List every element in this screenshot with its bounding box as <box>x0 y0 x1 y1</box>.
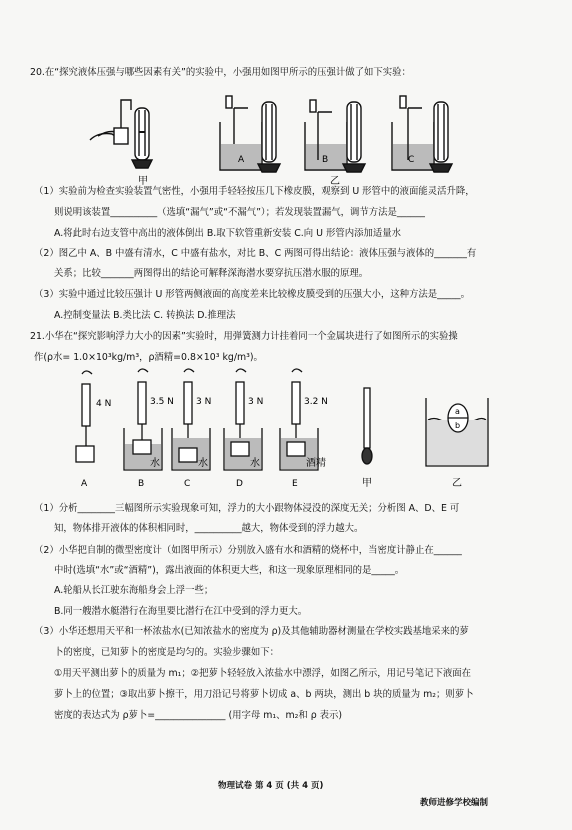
q21-p3-line1: （3）小华还想用天平和一杯浓盐水(已知浓盐水的密度为 ρ)及其他辅助器材测量在学校实践基地采来的萝 <box>34 626 469 637</box>
q20-p1-line2: 则说明该装置__________（选填“漏气”或“不漏气”）；若发现装置漏气，调节方法是______ <box>54 207 425 218</box>
pressure-gauge-jia <box>90 100 152 168</box>
label-jia: 甲 <box>138 176 148 187</box>
spring-scale-A <box>76 371 94 462</box>
letter-A: A <box>81 479 88 489</box>
liquid-B: 水 <box>150 458 160 469</box>
reading-B: 3.5 N <box>150 397 174 407</box>
reading-E: 3.2 N <box>304 397 328 407</box>
q21-p3-line2: 卜的密度，已知萝卜的密度是均匀的。实验步骤如下： <box>54 647 280 658</box>
q20-stem: 20.在“探究液体压强与哪些因素有关”的实验中，小强用如图甲所示的压强计做了如下实验： <box>30 67 411 78</box>
q21-p2-option-b: B.同一艘潜水艇潜行在海里要比潜行在江中受到的浮力更大。 <box>54 606 308 617</box>
label-21-jia: 甲 <box>362 478 372 489</box>
q20-p2-line1: （2）图乙中 A、B 中盛有清水，C 中盛有盐水，对比 B、C 两图可得出结论：液体压强与液体的_______有 <box>34 248 477 259</box>
q21-stem-line2: 作(ρ水= 1.0×10³kg/m³，ρ酒精=0.8×10³ kg/m³)。 <box>34 352 263 363</box>
reading-C: 3 N <box>196 397 212 407</box>
apparatus-C <box>392 96 452 172</box>
spring-scale-D <box>224 369 262 470</box>
letter-C: C <box>184 479 191 489</box>
spring-scale-C <box>172 369 210 470</box>
label-b: b <box>455 421 461 430</box>
liquid-D: 水 <box>250 458 260 469</box>
label-C: C <box>408 155 415 165</box>
footer-publisher: 教师进修学校编制 <box>420 798 489 808</box>
q21-p2-line1: （2）小华把自制的微型密度计（如图甲所示）分别放入盛有水和酒精的烧杯中，当密度计静止在______ <box>34 545 462 556</box>
q21-p2-option-a: A.轮船从长江驶东海船身会上浮一些； <box>54 585 214 596</box>
q21-p1-line2: 知，物体排开液体的体积相同时，__________越大，物体受到的浮力越大。 <box>54 523 364 534</box>
letter-E: E <box>292 479 298 489</box>
label-B: B <box>322 155 329 165</box>
apparatus-B <box>305 100 365 172</box>
liquid-E: 酒精 <box>306 458 326 469</box>
q21-p3-line5: 密度的表达式为 ρ萝卜=_______________ (用字母 m₁、m₂和 ρ 表示) <box>54 710 343 721</box>
q20-p3-options: A.控制变量法 B.类比法 C. 转换法 D.推理法 <box>54 310 236 321</box>
q21-figure <box>0 368 572 498</box>
q21-p3-line4: 萝卜上的位置；③取出萝卜擦干，用刀沿记号将萝卜切成 a、b 两块，测出 b 块的质量为 m₂；则萝卜 <box>54 689 474 700</box>
q20-p3-line1: （3）实验中通过比较压强计 U 形管两侧液面的高度差来比较橡皮膜受到的压强大小，这种方法是_____。 <box>34 289 470 300</box>
label-yi: 乙 <box>330 176 340 187</box>
q20-p2-line2: 关系；比较_______两图得出的结论可解释深海潜水要穿抗压潜水服的原理。 <box>54 268 369 279</box>
letter-D: D <box>236 479 243 489</box>
reading-A: 4 N <box>96 399 112 409</box>
q21-p1-line1: （1）分析________三幅图所示实验现象可知，浮力的大小跟物体浸没的深度无关；分析图 A、D、E 可 <box>34 503 460 514</box>
label-a: a <box>455 407 460 416</box>
spring-scale-E <box>280 369 318 470</box>
spring-scale-B <box>124 369 162 470</box>
label-21-yi: 乙 <box>452 478 462 489</box>
q20-p1-line1: （1）实验前为检查实验装置气密性，小强用手轻轻按压几下橡皮膜，观察到 U 形管中的液面能灵活升降， <box>34 186 475 197</box>
q21-p2-line2: 中时(选填“水”或“酒精”)，露出液面的体积更大些，和这一现象原理相同的是_____。 <box>54 565 405 576</box>
label-A: A <box>238 155 245 165</box>
reading-D: 3 N <box>248 397 264 407</box>
densimeter-jia <box>362 388 372 464</box>
footer-page-number: 物理试卷 第 4 页 (共 4 页) <box>218 781 324 791</box>
q20-p1-options: A.将此时右边支管中高出的液体倒出 B.取下软管重新安装 C.向 U 形管内添加适量水 <box>54 228 401 239</box>
q21-stem-line1: 21.小华在“探究影响浮力大小的因素”实验时，用弹簧测力计挂着同一个金属块进行了如图所示的实验操 <box>30 331 458 342</box>
apparatus-A <box>220 96 280 172</box>
q21-p3-line3: ①用天平测出萝卜的质量为 m₁；②把萝卜轻轻放入浓盐水中漂浮，如图乙所示，用记号笔记下液面在 <box>54 668 472 679</box>
letter-B: B <box>138 479 145 489</box>
liquid-C: 水 <box>198 458 208 469</box>
